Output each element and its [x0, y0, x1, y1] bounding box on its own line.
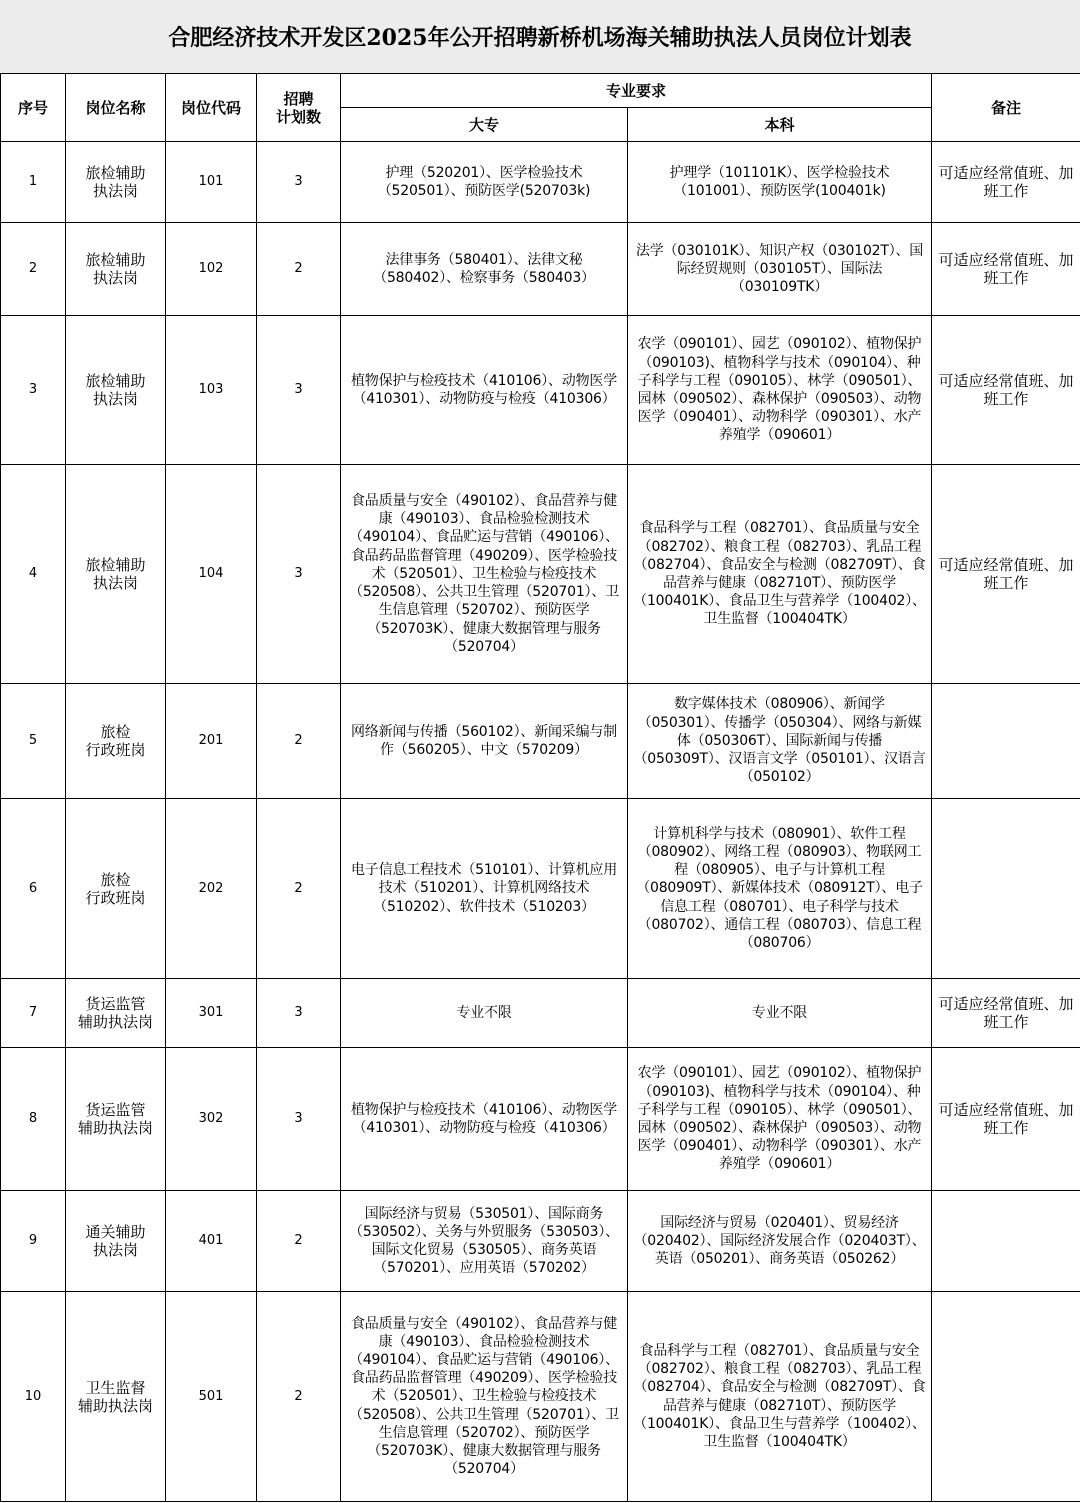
post-name-line2: 执法岗 — [92, 1241, 138, 1259]
table-row — [1, 1191, 1080, 1292]
cell-seq: 1 — [1, 142, 66, 223]
post-name-line2: 行政班岗 — [85, 888, 146, 907]
header-post-code: 岗位代码 — [166, 74, 257, 142]
post-name-line2: 执法岗 — [92, 574, 138, 592]
post-name-line1: 旅检辅助 — [85, 164, 146, 182]
cell-bachelor-majors: 国际经济与贸易（020401）、贸易经济（020402）、国际经济发展合作（020403T）、英语（050201）、商务英语（050262） — [628, 1191, 932, 1292]
cell-plan-count: 3 — [257, 142, 341, 223]
cell-plan-count: 2 — [257, 223, 341, 316]
post-name-line2: 行政班岗 — [85, 741, 146, 759]
cell-college-majors: 植物保护与检疫技术（410106）、动物医学（410301）、动物防疫与检疫（410306） — [341, 1048, 628, 1191]
cell-post-name — [66, 223, 166, 316]
cell-post-name — [66, 1191, 166, 1292]
post-name-line1: 旅检 — [100, 870, 131, 889]
cell-seq: 4 — [1, 465, 66, 684]
cell-post-code: 301 — [166, 979, 257, 1048]
cell-college-majors: 法律事务（580401）、法律文秘（580402）、检察事务（580403） — [341, 223, 628, 316]
cell-college-majors: 植物保护与检疫技术（410106）、动物医学（410301）、动物防疫与检疫（410306） — [341, 316, 628, 465]
cell-post-name — [66, 1048, 166, 1191]
cell-remark: 可适应经常值班、加班工作 — [932, 1048, 1080, 1191]
table-row — [1, 316, 1080, 465]
cell-plan-count: 2 — [257, 684, 341, 799]
cell-post-code: 401 — [166, 1191, 257, 1292]
header-bachelor: 本科 — [628, 108, 932, 142]
cell-post-code: 202 — [166, 799, 257, 979]
post-name-line2: 辅助执法岗 — [77, 1396, 153, 1415]
cell-bachelor-majors: 食品科学与工程（082701）、食品质量与安全（082702）、粮食工程（082703）、乳品工程（082704）、食品安全与检测（082709T）、食品营养与健康（082710T）、预防医学（100401K）、食品卫生与营养学（100402）、卫生监督（100404TK） — [628, 465, 932, 684]
cell-post-code: 102 — [166, 223, 257, 316]
cell-bachelor-majors: 计算机科学与技术（080901）、软件工程（080902）、网络工程（080903）、物联网工程（080905）、电子与计算机工程（080909T）、新媒体技术（080912T）、电子信息工程（080701）、电子科学与技术（080702）、通信工程（080703）、信息工程（080706） — [628, 799, 932, 979]
table-body — [1, 142, 1080, 1502]
post-plan-table — [0, 73, 1080, 1502]
post-name-line1: 旅检辅助 — [85, 372, 146, 390]
cell-seq: 10 — [1, 1292, 66, 1502]
cell-plan-count: 2 — [257, 1292, 341, 1502]
cell-post-name — [66, 316, 166, 465]
cell-remark: 可适应经常值班、加班工作 — [932, 223, 1080, 316]
post-name-line2: 辅助执法岗 — [77, 1013, 153, 1031]
cell-plan-count: 3 — [257, 979, 341, 1048]
cell-seq: 2 — [1, 223, 66, 316]
post-name-line1: 货运监管 — [85, 995, 146, 1013]
table-row — [1, 799, 1080, 979]
table-row — [1, 1048, 1080, 1191]
cell-college-majors: 专业不限 — [341, 979, 628, 1048]
cell-bachelor-majors: 法学（030101K）、知识产权（030102T）、国际经贸规则（030105T）、国际法（030109TK） — [628, 223, 932, 316]
cell-post-code: 104 — [166, 465, 257, 684]
table-row — [1, 223, 1080, 316]
post-name-line2: 执法岗 — [92, 182, 138, 200]
cell-bachelor-majors: 数字媒体技术（080906）、新闻学（050301）、传播学（050304）、网络与新媒体（050306T）、国际新闻与传播（050309T）、汉语言文学（050101）、汉语言（050102） — [628, 684, 932, 799]
header-plan-count-line1: 招聘 — [283, 89, 314, 108]
cell-plan-count: 2 — [257, 1191, 341, 1292]
table-row — [1, 684, 1080, 799]
cell-plan-count: 3 — [257, 316, 341, 465]
cell-seq: 7 — [1, 979, 66, 1048]
cell-bachelor-majors: 食品科学与工程（082701）、食品质量与安全（082702）、粮食工程（082703）、乳品工程（082704）、食品安全与检测（082709T）、食品营养与健康（082710T）、预防医学（100401K）、食品卫生与营养学（100402）、卫生监督（100404TK） — [628, 1292, 932, 1502]
post-name-line1: 旅检 — [100, 723, 131, 741]
cell-remark: 可适应经常值班、加班工作 — [932, 979, 1080, 1048]
post-name-line1: 卫生监督 — [85, 1378, 146, 1397]
header-remark: 备注 — [932, 74, 1080, 142]
header-seq: 序号 — [1, 74, 66, 142]
header-major-requirement: 专业要求 — [341, 74, 932, 108]
header-college: 大专 — [341, 108, 628, 142]
header-post-name: 岗位名称 — [66, 74, 166, 142]
table-row — [1, 1292, 1080, 1502]
page-title: 合肥经济技术开发区2025年公开招聘新桥机场海关辅助执法人员岗位计划表 — [0, 0, 1080, 74]
cell-college-majors: 电子信息工程技术（510101）、计算机应用技术（510201）、计算机网络技术（510202）、软件技术（510203） — [341, 799, 628, 979]
cell-seq: 5 — [1, 684, 66, 799]
post-name-line1: 旅检辅助 — [85, 251, 146, 269]
cell-bachelor-majors: 农学（090101）、园艺（090102）、植物保护（090103)、植物科学与技术（090104）、种子科学与工程（090105）、林学（090501）、园林（090502）、森林保护（090503）、动物医学（090401）、动物科学（090301）、水产养殖学（090601） — [628, 1048, 932, 1191]
header-plan-count — [257, 74, 341, 142]
cell-post-name — [66, 799, 166, 979]
cell-plan-count: 2 — [257, 799, 341, 979]
cell-seq: 6 — [1, 799, 66, 979]
cell-plan-count: 3 — [257, 1048, 341, 1191]
cell-bachelor-majors: 专业不限 — [628, 979, 932, 1048]
cell-remark: 可适应经常值班、加班工作 — [932, 465, 1080, 684]
cell-post-code: 101 — [166, 142, 257, 223]
cell-college-majors: 食品质量与安全（490102）、食品营养与健康（490103）、食品检验检测技术（490104）、食品贮运与营销（490106）、食品药品监督管理（490209）、医学检验技术（520501）、卫生检验与检疫技术（520508）、公共卫生管理（520701）、卫生信息管理（520702）、预防医学（520703K）、健康大数据管理与服务（520704） — [341, 1292, 628, 1502]
cell-bachelor-majors: 农学（090101）、园艺（090102）、植物保护（090103)、植物科学与技术（090104）、种子科学与工程（090105）、林学（090501）、园林（090502）、森林保护（090503）、动物医学（090401）、动物科学（090301）、水产养殖学（090601） — [628, 316, 932, 465]
cell-post-code: 501 — [166, 1292, 257, 1502]
table-header — [1, 74, 1080, 142]
cell-bachelor-majors: 护理学（101101K）、医学检验技术（101001）、预防医学(100401k) — [628, 142, 932, 223]
cell-college-majors: 国际经济与贸易（530501）、国际商务（530502）、关务与外贸服务（530503）、国际文化贸易（530505）、商务英语（570201）、应用英语（570202） — [341, 1191, 628, 1292]
cell-post-code: 201 — [166, 684, 257, 799]
post-name-line1: 通关辅助 — [85, 1223, 146, 1241]
cell-seq: 9 — [1, 1191, 66, 1292]
cell-college-majors: 食品质量与安全（490102）、食品营养与健康（490103）、食品检验检测技术（490104）、食品贮运与营销（490106）、食品药品监督管理（490209）、医学检验技术（520501）、卫生检验与检疫技术（520508）、公共卫生管理（520701）、卫生信息管理（520702）、预防医学（520703K）、健康大数据管理与服务（520704） — [341, 465, 628, 684]
header-plan-count-line2: 计划数 — [275, 107, 321, 126]
cell-post-name — [66, 465, 166, 684]
cell-seq: 3 — [1, 316, 66, 465]
post-name-line1: 货运监管 — [85, 1101, 146, 1119]
cell-post-name — [66, 979, 166, 1048]
cell-remark — [932, 1292, 1080, 1502]
post-name-line2: 辅助执法岗 — [77, 1119, 153, 1137]
cell-remark — [932, 1191, 1080, 1292]
post-name-line1: 旅检辅助 — [85, 556, 146, 574]
table-row — [1, 465, 1080, 684]
cell-post-name — [66, 684, 166, 799]
cell-post-code: 103 — [166, 316, 257, 465]
cell-post-code: 302 — [166, 1048, 257, 1191]
post-name-line2: 执法岗 — [92, 269, 138, 287]
table-row — [1, 979, 1080, 1048]
cell-remark: 可适应经常值班、加班工作 — [932, 316, 1080, 465]
cell-post-name — [66, 1292, 166, 1502]
cell-college-majors: 护理（520201）、医学检验技术（520501）、预防医学(520703k) — [341, 142, 628, 223]
cell-plan-count: 3 — [257, 465, 341, 684]
cell-remark — [932, 799, 1080, 979]
cell-remark: 可适应经常值班、加班工作 — [932, 142, 1080, 223]
cell-college-majors: 网络新闻与传播（560102）、新闻采编与制作（560205）、中文（570209） — [341, 684, 628, 799]
cell-post-name — [66, 142, 166, 223]
cell-seq: 8 — [1, 1048, 66, 1191]
table-row — [1, 142, 1080, 223]
post-name-line2: 执法岗 — [92, 390, 138, 408]
cell-remark — [932, 684, 1080, 799]
